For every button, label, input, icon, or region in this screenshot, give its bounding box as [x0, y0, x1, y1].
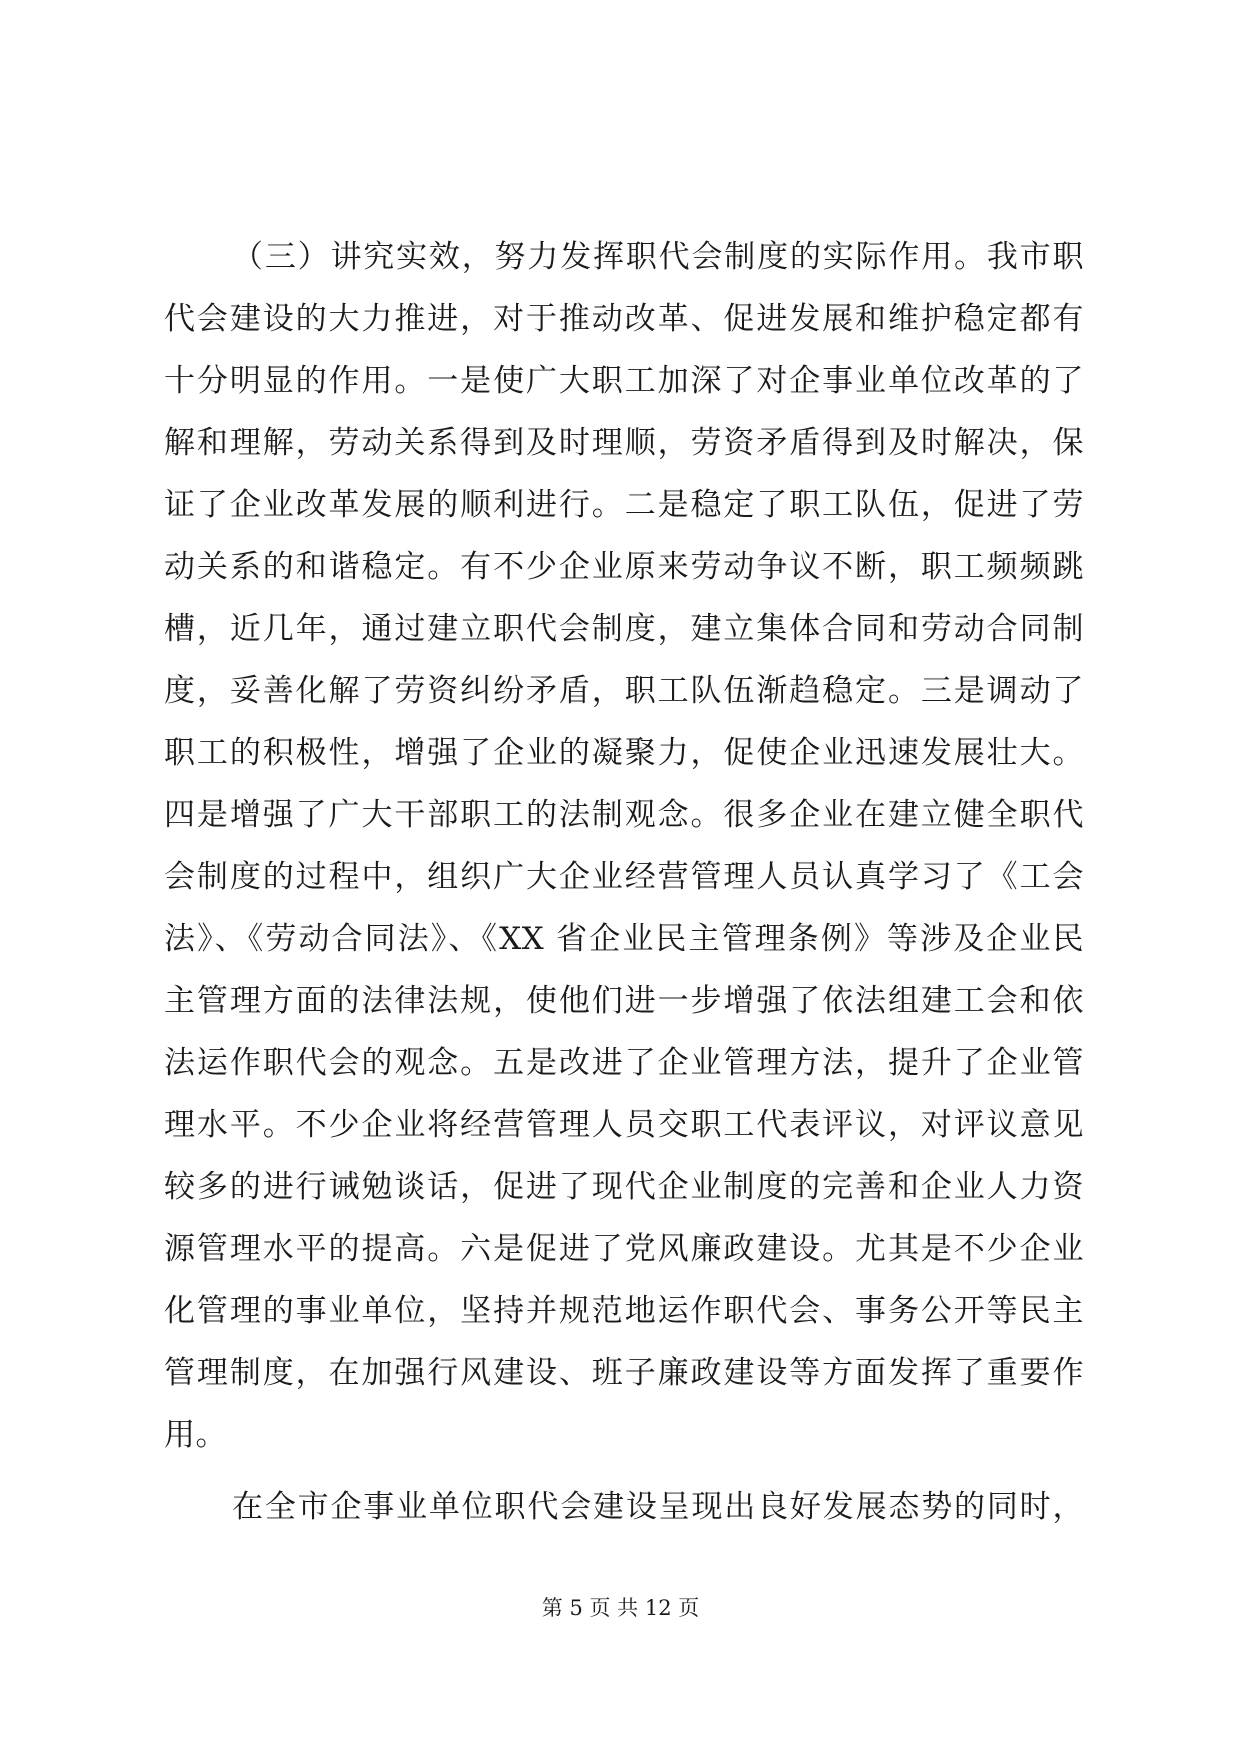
- text-line: 较多的进行诫勉谈话，促进了现代企业制度的完善和企业人力资: [164, 1169, 1084, 1205]
- text-line: 会制度的过程中，组织广大企业经营管理人员认真学习了《工会: [164, 859, 1084, 895]
- paragraph: [164, 226, 1084, 1466]
- page-number-footer: 第 5 页 共 12 页: [541, 1596, 700, 1620]
- text-line: 职工的积极性，增强了企业的凝聚力，促使企业迅速发展壮大。: [164, 735, 1084, 771]
- text-line: 十分明显的作用。一是使广大职工加深了对企事业单位改革的了: [164, 363, 1084, 399]
- text-line: 解和理解，劳动关系得到及时理顺，劳资矛盾得到及时解决，保: [164, 425, 1084, 461]
- text-line: 化管理的事业单位，坚持并规范地运作职代会、事务公开等民主: [164, 1293, 1084, 1329]
- text-line: 槽，近几年，通过建立职代会制度，建立集体合同和劳动合同制: [164, 611, 1084, 647]
- text-line: 证了企业改革发展的顺利进行。二是稳定了职工队伍，促进了劳: [164, 487, 1084, 523]
- text-line: 用。: [164, 1417, 227, 1453]
- paragraph: [164, 1476, 1084, 1538]
- text-line: 源管理水平的提高。六是促进了党风廉政建设。尤其是不少企业: [164, 1231, 1084, 1267]
- text-line: 理水平。不少企业将经营管理人员交职工代表评议，对评议意见: [164, 1107, 1084, 1143]
- text-line: 在全市企事业单位职代会建设呈现出良好发展态势的同时，: [232, 1489, 1084, 1525]
- text-line: （三）讲究实效，努力发挥职代会制度的实际作用。我市职: [232, 239, 1084, 275]
- text-line: 动关系的和谐稳定。有不少企业原来劳动争议不断，职工频频跳: [164, 549, 1084, 585]
- text-line: 主管理方面的法律法规，使他们进一步增强了依法组建工会和依: [164, 983, 1084, 1019]
- text-line: 管理制度，在加强行风建设、班子廉政建设等方面发挥了重要作: [164, 1355, 1084, 1391]
- body-text: [164, 226, 1084, 1538]
- text-line: 代会建设的大力推进，对于推动改革、促进发展和维护稳定都有: [164, 301, 1084, 337]
- text-line: 度，妥善化解了劳资纠纷矛盾，职工队伍渐趋稳定。三是调动了: [164, 673, 1084, 709]
- text-line: 四是增强了广大干部职工的法制观念。很多企业在建立健全职代: [164, 797, 1084, 833]
- text-line: 法运作职代会的观念。五是改进了企业管理方法，提升了企业管: [164, 1045, 1084, 1081]
- text-line: 法》、《劳动合同法》、《XX 省企业民主管理条例》等涉及企业民: [164, 921, 1084, 957]
